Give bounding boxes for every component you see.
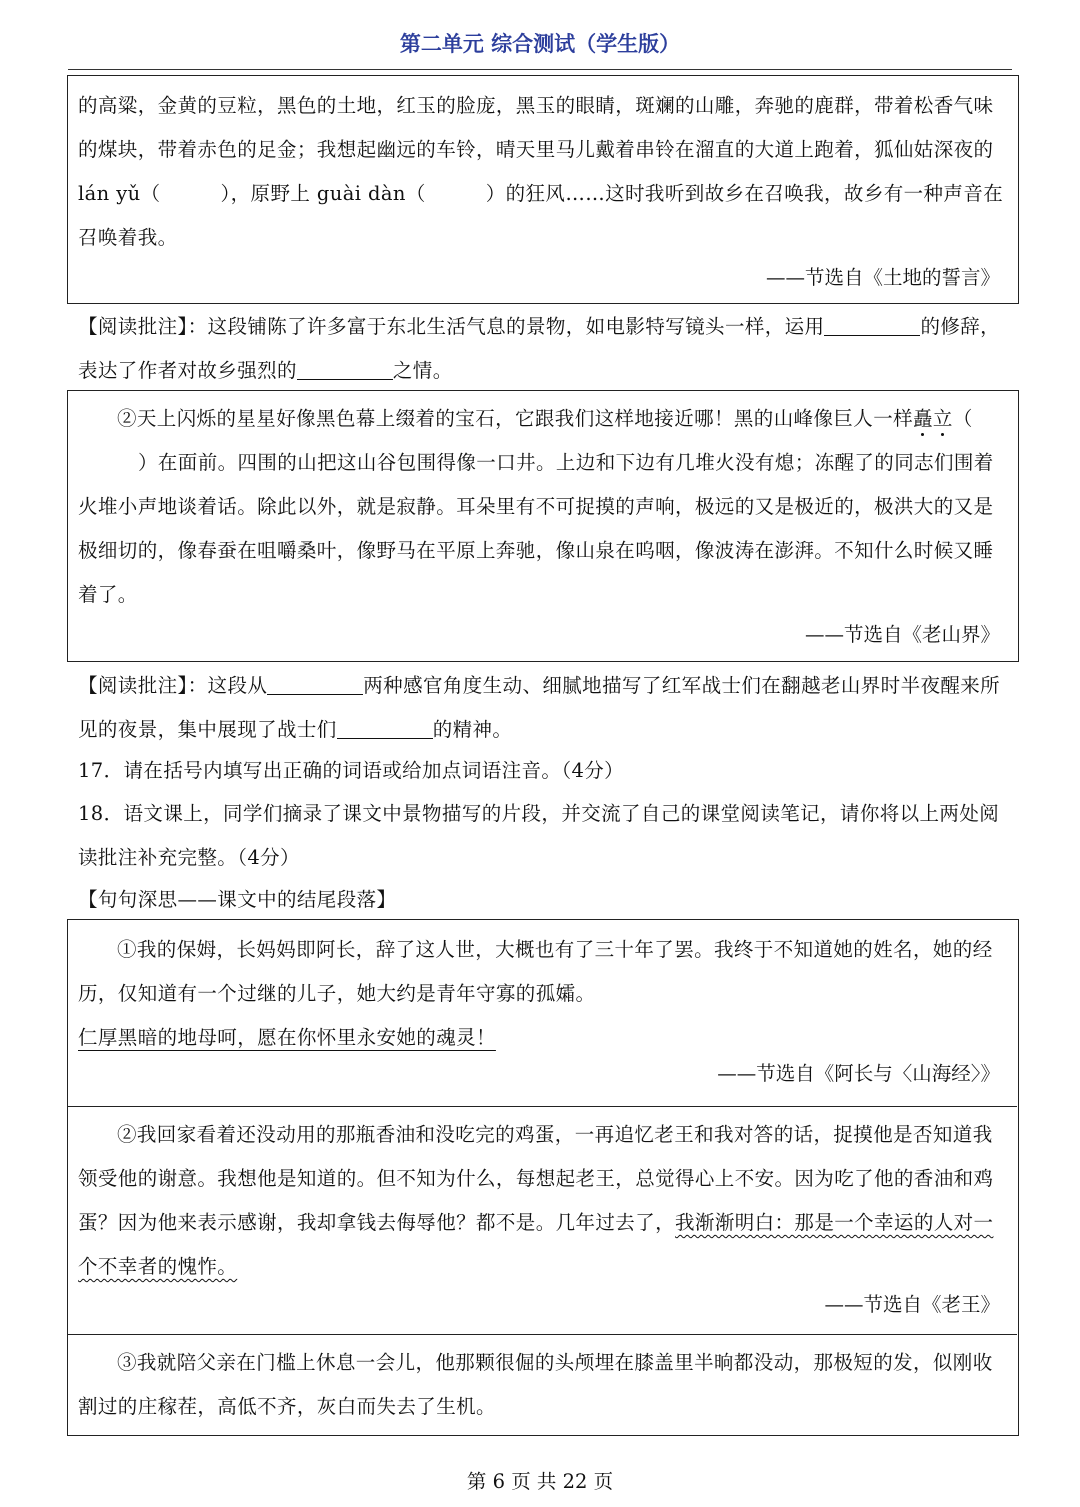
reading-note-1: 【阅读批注】：这段铺陈了许多富于东北生活气息的景物，如电影特写镜头一样，运用 的修辞，表达了作者对故乡强烈的 之情。 bbox=[78, 315, 1001, 382]
excerpt-box-3 bbox=[67, 919, 1019, 1436]
fill-blank[interactable] bbox=[297, 359, 393, 380]
excerpt-2-source: ——节选自《老山界》 bbox=[804, 623, 1000, 646]
excerpt-3-p2-source: ——节选自《老王》 bbox=[824, 1293, 1000, 1316]
box-divider bbox=[68, 1334, 1017, 1335]
fill-blank[interactable] bbox=[337, 718, 433, 739]
reading-note-2: 【阅读批注】：这段从 两种感官角度生动、细腻地描写了红军战士们在翻越老山界时半夜醒来所见的夜景，集中展现了战士们 的精神。 bbox=[78, 674, 1001, 741]
box-divider bbox=[68, 1106, 1017, 1107]
page-number: 第 6 页 共 22 页 bbox=[466, 1470, 614, 1493]
question-17: 17．请在括号内填写出正确的词语或给加点词语注音。（4分） bbox=[78, 759, 625, 782]
dotted-char: 矗 bbox=[913, 407, 933, 430]
excerpt-box-2 bbox=[67, 390, 1019, 662]
note-label: 【阅读批注】 bbox=[78, 315, 188, 338]
question-18: 18．语文课上，同学们摘录了课文中景物描写的片段，并交流了自己的课堂阅读笔记，请你将以上两处阅读批注补充完整。（4分） bbox=[78, 802, 1000, 869]
excerpt-3-p1-source: ——节选自《阿长与〈山海经〉》 bbox=[717, 1062, 1000, 1085]
underlined-sentence: 仁厚黑暗的地母呵，愿在你怀里永安她的魂灵！ bbox=[78, 1026, 496, 1049]
excerpt-3-p3: ③我就陪父亲在门槛上休息一会儿，他那颗很倔的头颅埋在膝盖里半晌都没动，那极短的发，似刚收割过的庄稼茬，高低不齐，灰白而失去了生机。 bbox=[78, 1351, 993, 1418]
page-header-title: 第二单元 综合测试（学生版） bbox=[399, 32, 681, 56]
excerpt-1-source: ——节选自《土地的誓言》 bbox=[765, 266, 1000, 289]
excerpt-3-p2: ②我回家看着还没动用的那瓶香油和没吃完的鸡蛋，一再追忆老王和我对答的话，捉摸他是否知道我领受他的谢意。我想他是知道的。但不知为什么，每想起老王，总觉得心上不安。因为吃了他的香油和鸡蛋？因为他来表示感谢，我却拿钱去侮辱他？都不是。几年过去了，我渐渐明白：那是一个幸运的人对一个不幸者的愧怍。 bbox=[78, 1123, 994, 1278]
fill-blank[interactable] bbox=[824, 315, 920, 336]
excerpt-box-1 bbox=[67, 75, 1019, 304]
header-divider bbox=[68, 69, 1012, 70]
section-title: 【句句深思——课文中的结尾段落】 bbox=[78, 888, 397, 911]
fill-blank[interactable] bbox=[267, 674, 363, 695]
excerpt-1-text: 的高粱，金黄的豆粒，黑色的土地，红玉的脸庞，黑玉的眼睛，斑斓的山雕，奔驰的鹿群，带着松香气味的煤块，带着赤色的足金；我想起幽远的车铃，晴天里马儿戴着串铃在溜直的大道上跑着，狐仙姑深夜的 lán yǔ（ ），原野上 guài dàn（ ）的狂风……这时我听到故乡在召唤我，故乡有一种声音在召唤着我。 bbox=[78, 94, 1004, 249]
excerpt-2-text: ②天上闪烁的星星好像黑色幕上缀着的宝石，它跟我们这样地接近哪！黑的山峰像巨人一样矗立（）在面前。四围的山把这山谷包围得像一口井。上边和下边有几堆火没有熄；冻醒了的同志们围着火堆小声地谈着话。除此以外，就是寂静。耳朵里有不可捉摸的声响，极远的又是极近的，极洪大的又是极细切的，像春蚕在咀嚼桑叶，像野马在平原上奔驰，像山泉在呜咽，像波涛在澎湃。不知什么时候又睡着了。 bbox=[78, 407, 994, 606]
wavy-underlined-sentence: 我渐渐明白：那是一个幸运的人对一个不幸者的愧怍。 bbox=[78, 1211, 994, 1278]
excerpt-3-p1: ①我的保姆，长妈妈即阿长，辞了这人世，大概也有了三十年了罢。我终于不知道她的姓名，她的经历，仅知道有一个过继的儿子，她大约是青年守寡的孤孀。 仁厚黑暗的地母呵，愿在你怀里永安她的魂灵！ bbox=[78, 938, 993, 1049]
note-label: 【阅读批注】 bbox=[78, 674, 188, 697]
dotted-char: 立 bbox=[932, 407, 953, 430]
